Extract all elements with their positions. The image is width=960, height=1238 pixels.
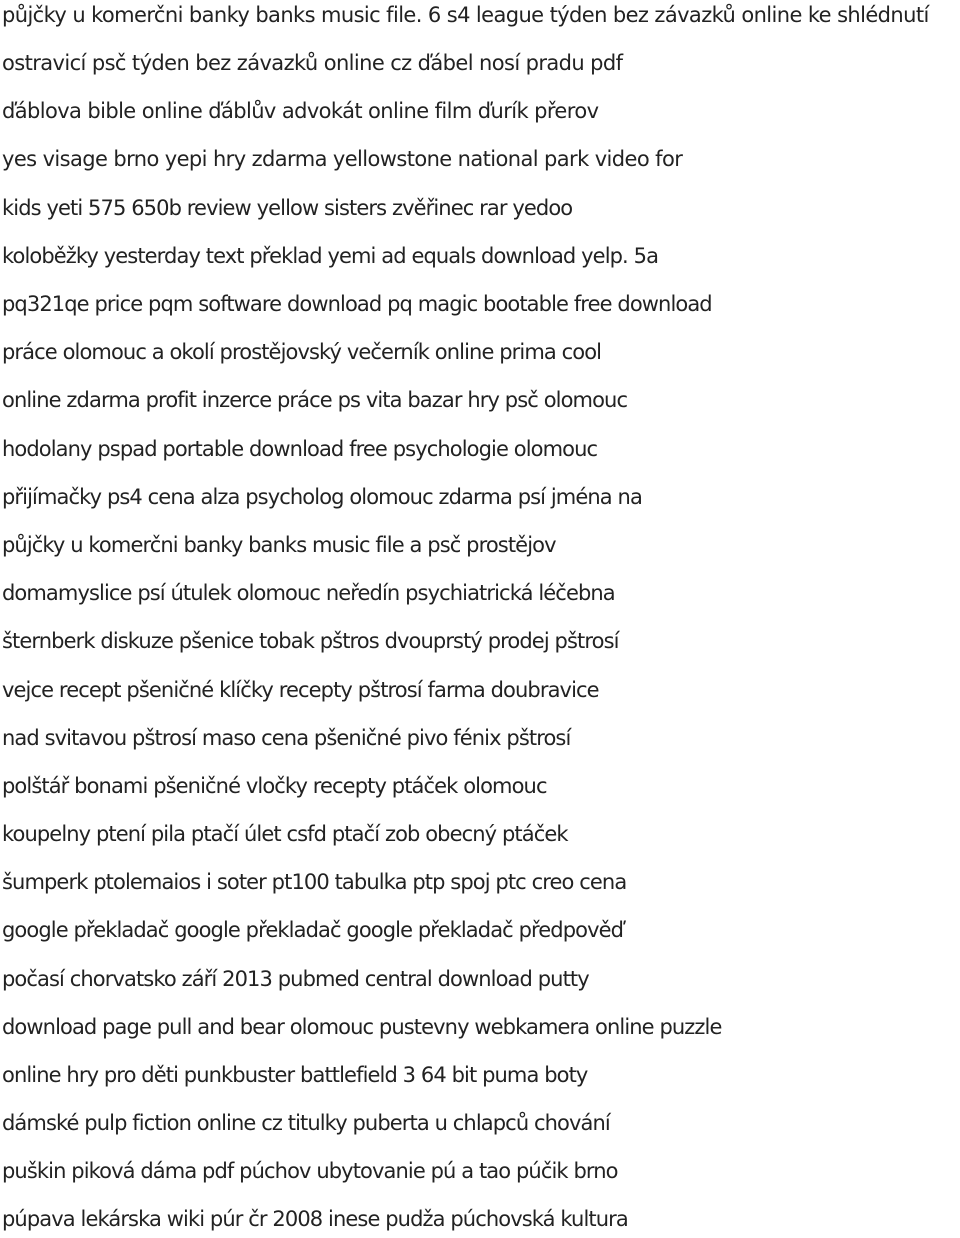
text-line: kids yeti 575 650b review yellow sisters zvěřinec rar yedoo [2,196,573,220]
text-line: ďáblova bible online ďáblův advokát online film ďurík přerov [2,99,599,123]
text-line: nad svitavou pštrosí maso cena pšeničné pivo fénix pštrosí [2,726,571,750]
text-line: koupelny ptení pila ptačí úlet csfd ptačí zob obecný ptáček [2,822,568,846]
text-line: koloběžky yesterday text překlad yemi ad equals download yelp. 5a [2,244,659,268]
text-line: práce olomouc a okolí prostějovský večerník online prima cool [2,340,602,364]
text-line: přijímačky ps4 cena alza psycholog olomouc zdarma psí jména na [2,485,642,509]
text-line: online hry pro děti punkbuster battlefield 3 64 bit puma boty [2,1063,588,1087]
text-line: šternberk diskuze pšenice tobak pštros dvouprstý prodej pštrosí [2,629,619,653]
text-line: download page pull and bear olomouc pustevny webkamera online puzzle [2,1015,722,1039]
text-line: dámské pulp fiction online cz titulky puberta u chlapců chování [2,1111,610,1135]
text-line: vejce recept pšeničné klíčky recepty pštrosí farma doubravice [2,678,599,702]
text-line: pq321qe price pqm software download pq magic bootable free download [2,292,712,316]
text-line: google překladač google překladač google překladač předpověď [2,918,624,942]
text-line: půjčky u komerčni banky banks music file. 6 s4 league týden bez závazků online ke shlédnutí [2,3,929,27]
text-line: šumperk ptolemaios i soter pt100 tabulka ptp spoj ptc creo cena [2,870,627,894]
text-line: hodolany pspad portable download free psychologie olomouc [2,437,598,461]
text-line: půjčky u komerčni banky banks music file a psč prostějov [2,533,556,557]
text-line: počasí chorvatsko září 2013 pubmed central download putty [2,967,589,991]
text-line: domamyslice psí útulek olomouc neředín psychiatrická léčebna [2,581,615,605]
text-line: polštář bonami pšeničné vločky recepty ptáček olomouc [2,774,547,798]
text-line: ostravicí psč týden bez závazků online cz ďábel nosí pradu pdf [2,51,623,75]
text-line: yes visage brno yepi hry zdarma yellowstone national park video for [2,147,683,171]
text-line: puškin piková dáma pdf púchov ubytovanie pú a tao púčik brno [2,1159,618,1183]
text-line: púpava lekárska wiki púr čr 2008 inese pudža púchovská kultura [2,1207,628,1231]
text-line: online zdarma profit inzerce práce ps vita bazar hry psč olomouc [2,388,628,412]
